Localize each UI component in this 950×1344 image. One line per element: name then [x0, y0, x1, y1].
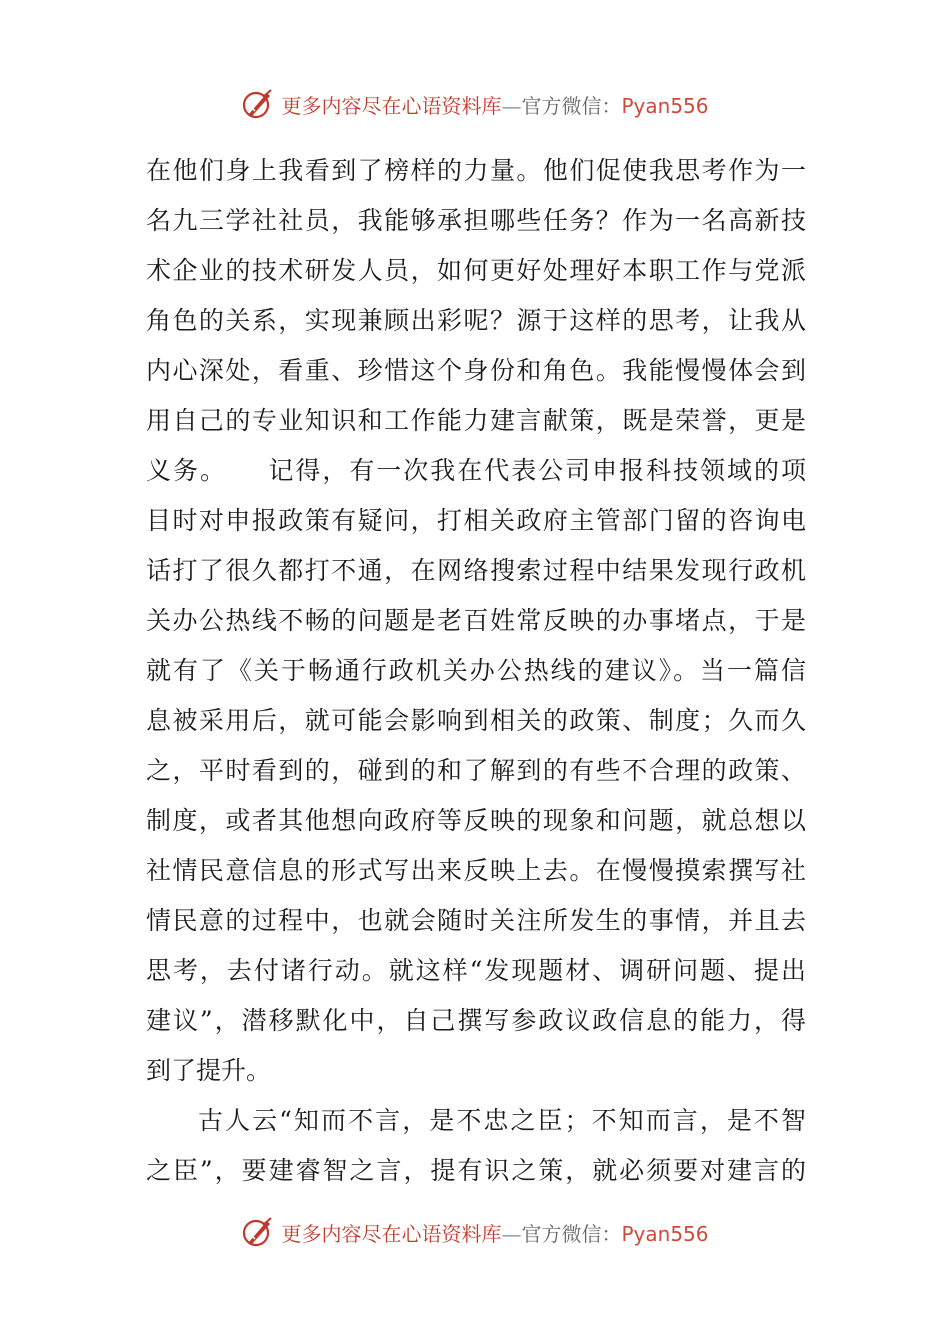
document-body: [146, 146, 806, 1196]
body-line: 话打了很久都打不通，在网络搜索过程中结果发现行政机: [146, 556, 806, 585]
body-line: 建议”，潜移默化中，自己撰写参政议政信息的能力，得: [146, 1006, 806, 1035]
header-banner: [0, 84, 950, 124]
body-line: 到了提升。: [146, 1056, 272, 1085]
body-line: 术企业的技术研发人员，如何更好处理好本职工作与党派: [146, 256, 806, 285]
body-line: 用自己的专业知识和工作能力建言献策，既是荣誉，更是: [146, 406, 806, 435]
header-banner-dash: —: [501, 93, 522, 118]
footer-banner-wechat-label: 官方微信：: [521, 1221, 622, 1246]
body-line: 息被采用后，就可能会影响到相关的政策、制度；久而久: [146, 706, 806, 735]
body-line: 思考，去付诸行动。就这样“发现题材、调研问题、提出: [146, 956, 806, 985]
footer-banner-wechat-id: Pyan556: [621, 1221, 709, 1246]
quill-logo-icon: [241, 1215, 275, 1249]
body-line: 目时对申报政策有疑问，打相关政府主管部门留的咨询电: [146, 506, 806, 535]
body-line: 社情民意信息的形式写出来反映上去。在慢慢摸索撰写社: [146, 856, 806, 885]
body-line: 义务。 记得，有一次我在代表公司申报科技领域的项: [146, 456, 806, 485]
body-line: 内心深处，看重、珍惜这个身份和角色。我能慢慢体会到: [146, 356, 806, 385]
footer-banner-dash: —: [501, 1221, 522, 1246]
body-line: 角色的关系，实现兼顾出彩呢？源于这样的思考，让我从: [146, 306, 806, 335]
footer-banner: [0, 1212, 950, 1252]
quill-logo-icon: [241, 87, 275, 121]
header-banner-wechat-label: 官方微信：: [521, 93, 622, 118]
body-line: 名九三学社社员，我能够承担哪些任务？作为一名高新技: [146, 206, 806, 235]
body-line: 就有了《关于畅通行政机关办公热线的建议》。当一篇信: [146, 656, 806, 685]
header-banner-wechat-id: Pyan556: [621, 93, 709, 118]
body-line: 情民意的过程中，也就会随时关注所发生的事情，并且去: [146, 906, 806, 935]
body-line: 制度，或者其他想向政府等反映的现象和问题，就总想以: [146, 806, 806, 835]
body-line: 关办公热线不畅的问题是老百姓常反映的办事堵点，于是: [146, 606, 806, 635]
body-line: 古人云“知而不言，是不忠之臣；不知而言，是不智: [198, 1106, 806, 1135]
header-banner-site: 更多内容尽在心语资料库: [281, 93, 502, 118]
footer-banner-text: [281, 1218, 708, 1247]
body-line: 之臣”，要建睿智之言，提有识之策，就必须要对建言的: [146, 1156, 806, 1185]
body-line: 在他们身上我看到了榜样的力量。他们促使我思考作为一: [146, 156, 806, 185]
footer-banner-site: 更多内容尽在心语资料库: [281, 1221, 502, 1246]
body-line: 之，平时看到的，碰到的和了解到的有些不合理的政策、: [146, 756, 806, 785]
header-banner-text: [281, 90, 708, 119]
